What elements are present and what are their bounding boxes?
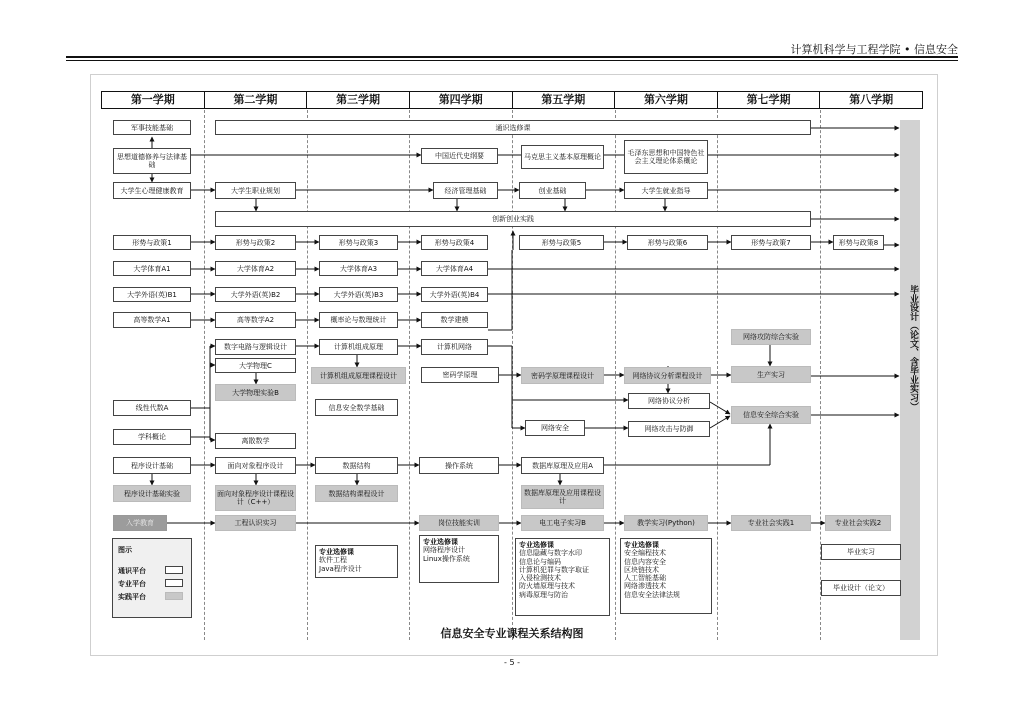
course-computer-organization: 计算机组成原理 bbox=[319, 339, 398, 355]
course-computer-network: 计算机网络 bbox=[421, 339, 488, 355]
course-entrepreneurship: 创业基础 bbox=[519, 182, 586, 199]
course-teaching-practice-python: 教学实习(Python) bbox=[624, 515, 708, 531]
course-innovation-practice: 创新创业实践 bbox=[215, 211, 811, 227]
legend-title: 图示 bbox=[118, 546, 132, 554]
course-policy-3: 形势与政策3 bbox=[319, 235, 398, 250]
course-operating-system: 操作系统 bbox=[419, 457, 499, 474]
course-discipline-intro: 学科概论 bbox=[113, 429, 191, 445]
course-database-project: 数据库原理及应用课程设计 bbox=[521, 485, 604, 509]
course-policy-4: 形势与政策4 bbox=[421, 235, 488, 250]
course-orientation: 入学教育 bbox=[113, 515, 167, 531]
course-data-structures-project: 数据结构课程设计 bbox=[315, 485, 398, 502]
course-policy-1: 形势与政策1 bbox=[113, 235, 191, 250]
course-attack-defense-lab: 网络攻防综合实验 bbox=[731, 329, 811, 345]
elective-item: 病毒原理与防治 bbox=[519, 590, 568, 599]
elective-item: 防火墙原理与技术 bbox=[519, 582, 575, 591]
course-engineering-practice: 工程认识实习 bbox=[215, 515, 296, 531]
course-graduation-thesis: 毕业设计（论文） bbox=[821, 580, 901, 596]
course-cryptography-project: 密码学原理课程设计 bbox=[521, 367, 604, 384]
semester-header: 第六学期 bbox=[615, 92, 718, 108]
course-pe-3: 大学体育A3 bbox=[319, 261, 398, 276]
course-protocol-analysis: 网络协议分析 bbox=[628, 393, 710, 409]
course-probability: 概率论与数理统计 bbox=[319, 312, 398, 328]
course-employment-guide: 大学生就业指导 bbox=[624, 182, 708, 199]
course-job-skills-training: 岗位技能实训 bbox=[419, 515, 499, 531]
course-electrical-practice: 电工电子实习B bbox=[521, 515, 604, 531]
course-english-3: 大学外语(英)B3 bbox=[319, 287, 398, 302]
elective-item: 网络程序设计 bbox=[423, 546, 465, 555]
diagram-caption: 信息安全专业课程关系结构图 bbox=[440, 627, 584, 640]
electives-semester-5 bbox=[515, 538, 610, 616]
elective-item: 安全编程技术 bbox=[624, 549, 666, 558]
course-mental-health: 大学生心理健康教育 bbox=[113, 182, 191, 199]
course-programming-lab: 程序设计基础实验 bbox=[113, 485, 191, 502]
course-database: 数据库原理及应用A bbox=[521, 457, 604, 474]
electives-title: 专业选修课 bbox=[624, 541, 659, 549]
electives-semester-3 bbox=[315, 545, 398, 578]
electives-semester-6 bbox=[620, 538, 712, 614]
course-cryptography: 密码学原理 bbox=[421, 367, 499, 383]
semester-header: 第三学期 bbox=[307, 92, 410, 108]
elective-item: 区块链技术 bbox=[624, 565, 659, 574]
course-calculus-1: 高等数学A1 bbox=[113, 312, 191, 328]
semester-header: 第五学期 bbox=[513, 92, 616, 108]
course-military-skills: 军事技能基础 bbox=[113, 120, 191, 135]
course-pe-1: 大学体育A1 bbox=[113, 261, 191, 276]
course-network-security: 网络安全 bbox=[525, 420, 585, 436]
course-graduation-internship: 毕业实习 bbox=[821, 544, 901, 560]
course-economics-mgmt: 经济管理基础 bbox=[433, 182, 498, 199]
course-discrete-math: 离散数学 bbox=[215, 433, 296, 449]
course-policy-5: 形势与政策5 bbox=[519, 235, 604, 250]
legend-label-practice: 实践平台 bbox=[118, 593, 146, 601]
elective-item: 入侵检测技术 bbox=[519, 574, 561, 583]
elective-item: Linux操作系统 bbox=[423, 554, 470, 563]
course-security-integrated-lab: 信息安全综合实验 bbox=[731, 406, 811, 424]
course-data-structures: 数据结构 bbox=[315, 457, 398, 474]
legend bbox=[112, 538, 192, 618]
legend-swatch-major bbox=[165, 579, 183, 587]
course-policy-2: 形势与政策2 bbox=[215, 235, 296, 250]
course-policy-8: 形势与政策8 bbox=[833, 235, 884, 250]
course-physics-c: 大学物理C bbox=[215, 358, 296, 373]
elective-item: 人工智能基础 bbox=[624, 574, 666, 583]
elective-item: 软件工程 bbox=[319, 556, 347, 565]
course-policy-7: 形势与政策7 bbox=[731, 235, 811, 250]
page-header: 计算机科学与工程学院 • 信息安全 bbox=[790, 43, 958, 56]
course-mao-theory: 毛泽东思想和中国特色社会主义理论体系概论 bbox=[624, 140, 708, 174]
elective-item: 信息内容安全 bbox=[624, 557, 666, 566]
course-english-4: 大学外语(英)B4 bbox=[421, 287, 488, 302]
course-production-practice: 生产实习 bbox=[731, 366, 811, 383]
course-physics-lab-b: 大学物理实验B bbox=[215, 384, 296, 401]
semester-header: 第一学期 bbox=[102, 92, 205, 108]
legend-label-general: 通识平台 bbox=[118, 567, 146, 575]
electives-title: 专业选修课 bbox=[423, 538, 458, 546]
course-pe-4: 大学体育A4 bbox=[421, 261, 488, 276]
course-general-electives: 通识选修课 bbox=[215, 120, 811, 135]
course-marxism: 马克思主义基本原理概论 bbox=[521, 145, 604, 169]
elective-item: 信息安全法律法规 bbox=[624, 590, 680, 599]
course-modern-history: 中国近代史纲要 bbox=[421, 148, 498, 164]
course-network-attack-defense: 网络攻击与防御 bbox=[628, 421, 710, 437]
electives-title: 专业选修课 bbox=[319, 548, 354, 556]
semester-header: 第七学期 bbox=[718, 92, 821, 108]
thesis-bar-label: 毕业设计（论文、含毕业实习） bbox=[908, 285, 918, 411]
course-policy-6: 形势与政策6 bbox=[627, 235, 708, 250]
semester-header: 第八学期 bbox=[849, 93, 894, 106]
course-pe-2: 大学体育A2 bbox=[215, 261, 296, 276]
semester-header: 第二学期 bbox=[205, 92, 308, 108]
elective-item: 网络渗透技术 bbox=[624, 582, 666, 591]
legend-swatch-general bbox=[165, 566, 183, 574]
elective-item: 计算机犯罪与数字取证 bbox=[519, 565, 589, 574]
course-career-planning: 大学生职业规划 bbox=[215, 182, 296, 199]
electives-title: 专业选修课 bbox=[519, 541, 554, 549]
course-linear-algebra: 线性代数A bbox=[113, 400, 191, 416]
course-programming-basics: 程序设计基础 bbox=[113, 457, 191, 474]
course-english-1: 大学外语(英)B1 bbox=[113, 287, 191, 302]
course-math-modeling: 数学建模 bbox=[421, 312, 488, 328]
elective-item: 信息论与编码 bbox=[519, 557, 561, 566]
course-english-2: 大学外语(英)B2 bbox=[215, 287, 296, 302]
course-organization-project: 计算机组成原理课程设计 bbox=[311, 367, 406, 384]
course-security-math: 信息安全数学基础 bbox=[315, 399, 398, 416]
course-digital-logic: 数字电路与逻辑设计 bbox=[215, 339, 296, 355]
course-social-practice-1: 专业社会实践1 bbox=[731, 515, 811, 531]
electives-semester-4 bbox=[419, 535, 499, 583]
legend-label-major: 专业平台 bbox=[118, 580, 146, 588]
page-number: - 5 - bbox=[504, 658, 520, 667]
course-protocol-project: 网络协议分析课程设计 bbox=[624, 367, 711, 384]
course-oop-project: 面向对象程序设计课程设计（C++） bbox=[215, 485, 296, 511]
elective-item: Java程序设计 bbox=[319, 564, 362, 573]
semester-header: 第四学期 bbox=[410, 92, 513, 108]
course-calculus-2: 高等数学A2 bbox=[215, 312, 296, 328]
legend-swatch-practice bbox=[165, 592, 183, 600]
course-social-practice-2: 专业社会实践2 bbox=[825, 515, 891, 531]
course-ethics-law: 思想道德修养与法律基础 bbox=[113, 148, 191, 174]
elective-item: 信息隐藏与数字水印 bbox=[519, 549, 582, 558]
course-oop: 面向对象程序设计 bbox=[215, 457, 296, 474]
